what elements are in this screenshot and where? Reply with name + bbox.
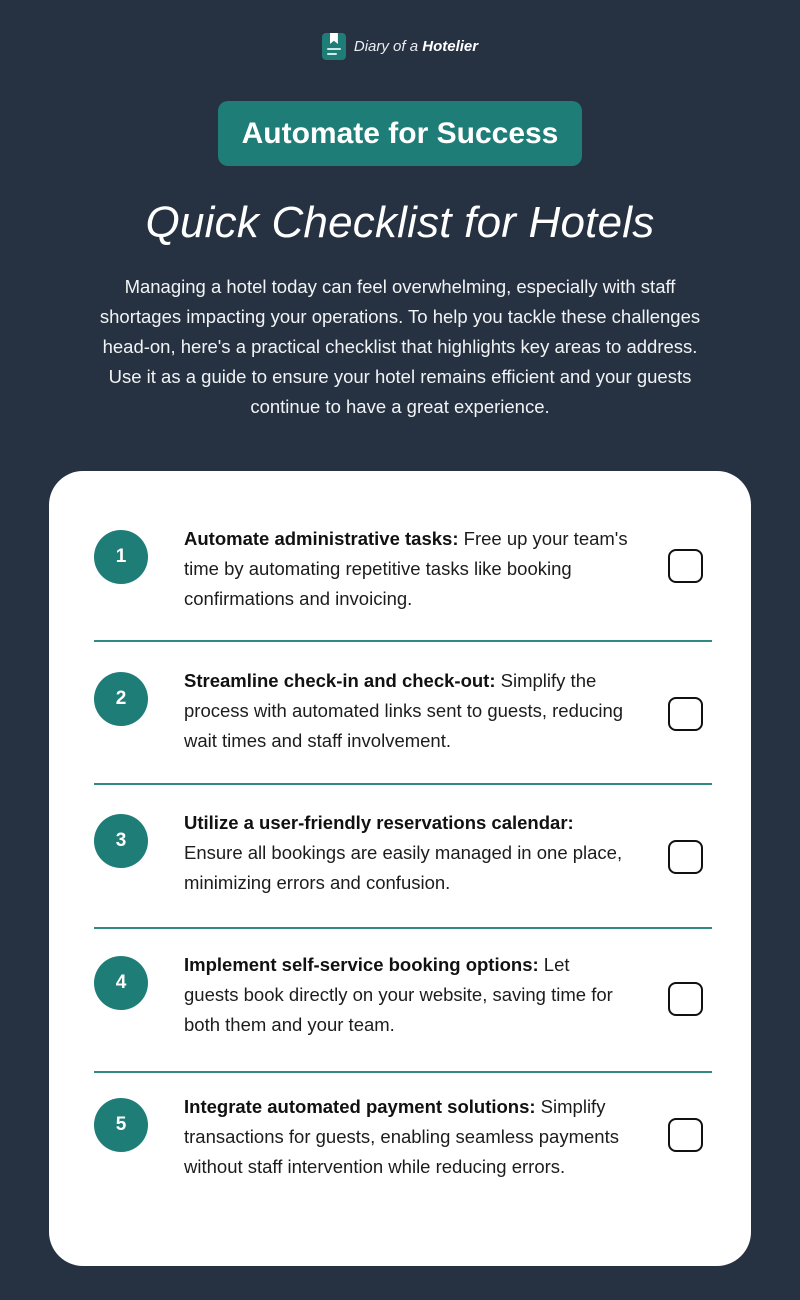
step-number-badge: 2	[94, 672, 148, 726]
divider	[94, 1071, 712, 1073]
brand-name: Diary of a Hotelier	[353, 38, 479, 55]
checklist-item-1	[94, 524, 712, 614]
checklist-item-heading: Integrate automated payment solutions:	[184, 1096, 536, 1117]
divider	[94, 783, 712, 785]
checklist-checkbox[interactable]	[668, 697, 703, 731]
step-number-badge: 4	[94, 956, 148, 1010]
divider	[94, 927, 712, 929]
divider	[94, 640, 712, 642]
checklist-item-text	[184, 808, 629, 898]
checklist-item-heading: Implement self-service booking options:	[184, 954, 539, 975]
checklist-checkbox[interactable]	[668, 982, 703, 1016]
checklist-item-text	[184, 524, 629, 614]
checklist-item-2	[94, 666, 712, 756]
step-number-badge: 3	[94, 814, 148, 868]
checklist-item-heading: Utilize a user-friendly reservations calendar:	[184, 812, 574, 833]
intro-paragraph: Managing a hotel today can feel overwhelming, especially with staff shortages impacting your operations. To help you tackle these challenges head-on, here's a practical checklist that highlights key areas to address. Use it as a guide to ensure your hotel remains efficient and your guests continue to have a great experience.	[99, 276, 701, 417]
step-number-badge: 5	[94, 1098, 148, 1152]
checklist-item-4	[94, 950, 712, 1040]
checklist-item-body: Let guests book directly on your website, saving time for both them and your team.	[184, 954, 613, 1035]
checklist-item-5	[94, 1092, 712, 1212]
checklist-item-text	[184, 1092, 629, 1182]
checklist-item-body: Ensure all bookings are easily managed in one place, minimizing errors and confusion.	[184, 842, 623, 893]
checklist-item-heading: Streamline check-in and check-out:	[184, 670, 496, 691]
checklist-item-3	[94, 808, 712, 898]
checklist-item-body: Free up your team's time by automating repetitive tasks like booking confirmations and invoicing.	[184, 528, 628, 609]
checklist-item-body: Simplify the process with automated links sent to guests, reducing wait times and staff involvement.	[184, 670, 624, 751]
step-number-badge: 1	[94, 530, 148, 584]
checklist-card	[49, 471, 751, 1266]
bookmark-book-icon	[322, 33, 346, 60]
headline-pill: Automate for Success	[218, 101, 582, 166]
checklist-item-body: Simplify transactions for guests, enabling seamless payments without staff intervention while reducing errors.	[184, 1096, 619, 1177]
checklist-checkbox[interactable]	[668, 549, 703, 583]
checklist-item-heading: Automate administrative tasks:	[184, 528, 459, 549]
checklist-item-text	[184, 666, 629, 756]
checklist-checkbox[interactable]	[668, 1118, 703, 1152]
page-title: Quick Checklist for Hotels	[145, 198, 655, 247]
checklist-checkbox[interactable]	[668, 840, 703, 874]
checklist-item-text	[184, 950, 629, 1040]
brand-logo	[0, 33, 800, 60]
